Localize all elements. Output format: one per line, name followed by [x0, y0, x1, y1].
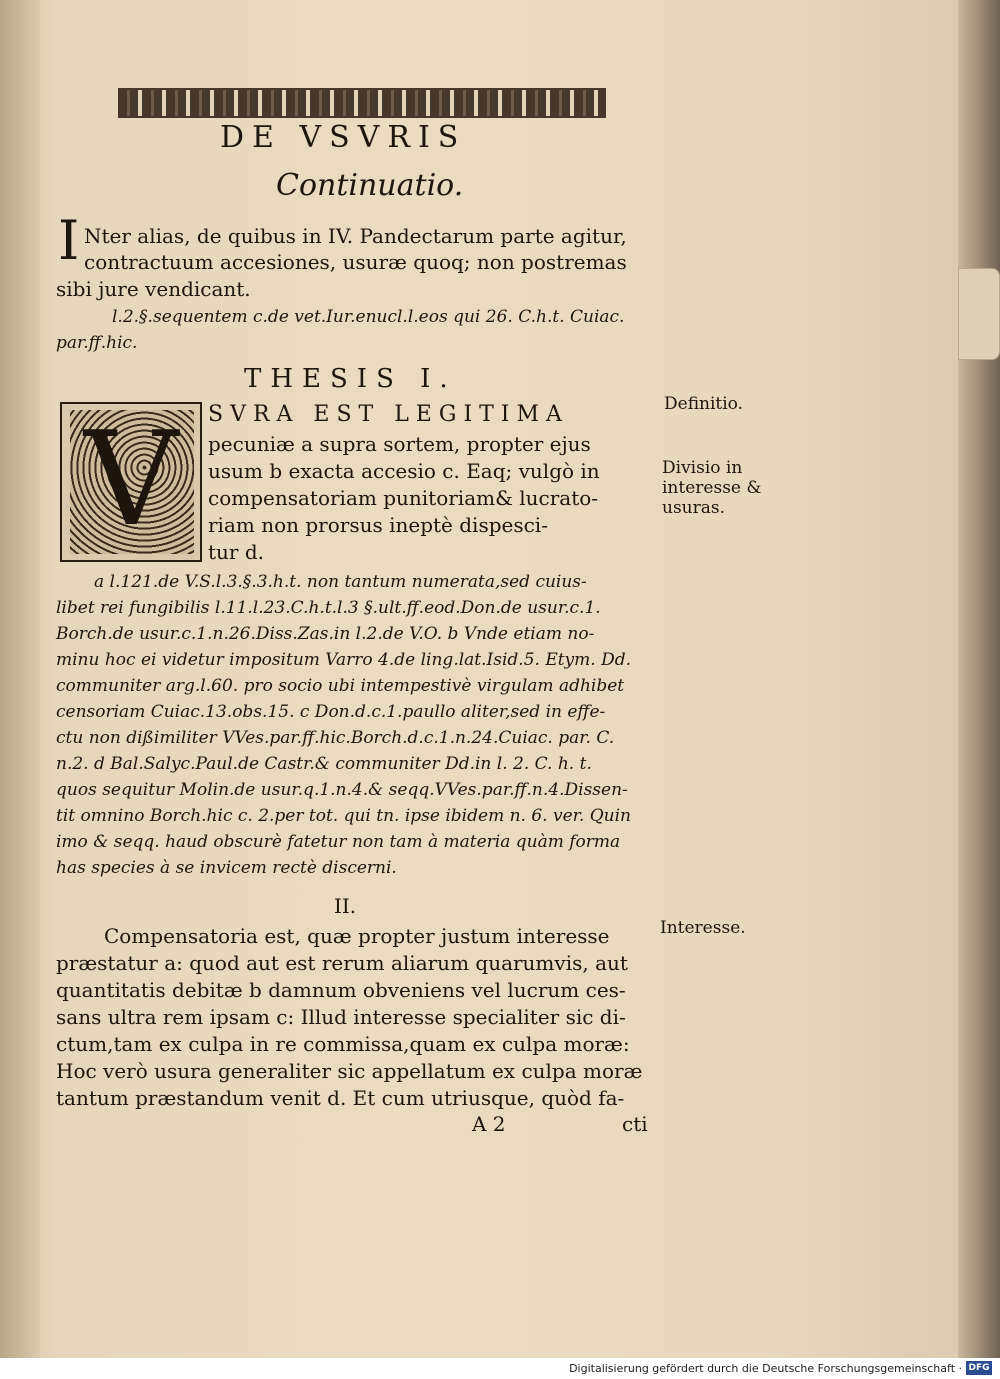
thesis-heading: THESIS I. — [244, 364, 457, 394]
dfg-logo: DFG — [966, 1361, 992, 1375]
drop-initial-i: I — [58, 209, 80, 272]
thesis-first-line: SVRA EST LEGITIMA — [208, 402, 569, 427]
thesis-line: riam non prorsus ineptè dispesci- — [208, 513, 548, 537]
thesis-line: compensatoriam punitoriam& lucrato- — [208, 486, 599, 510]
page-gutter — [0, 0, 40, 1358]
footnote-line: n.2. d Bal.Salyc.Paul.de Castr.& communiter Dd.in l. 2. C. h. t. — [56, 754, 592, 774]
intro-note-line: par.ff.hic. — [56, 333, 138, 353]
intro-line: Nter alias, de quibus in IV. Pandectarum parte agitur, — [84, 224, 627, 248]
footnote-line: quos sequitur Molin.de usur.q.1.n.4.& seqq.VVes.par.ff.n.4.Dissen- — [56, 780, 628, 800]
book-clasp-tab — [958, 268, 1000, 360]
margin-note: interesse & — [662, 478, 762, 498]
intro-line: sibi jure vendicant. — [56, 277, 251, 301]
footnote-line: tit omnino Borch.hic c. 2.per tot. qui tn. ipse ibidem n. 6. ver. Quin — [56, 806, 631, 826]
book-edge — [958, 0, 1000, 1358]
signature-mark: A 2 — [472, 1112, 506, 1136]
catchword: cti — [622, 1112, 648, 1136]
footnote-line: minu hoc ei videtur impositum Varro 4.de ling.lat.Isid.5. Etym. Dd. — [56, 650, 632, 670]
margin-note: Divisio in — [662, 458, 743, 478]
thesis-line: ctum,tam ex culpa in re commissa,quam ex culpa moræ: — [56, 1032, 630, 1056]
footnote-line: libet rei fungibilis l.11.l.23.C.h.t.l.3 §.ult.ff.eod.Don.de usur.c.1. — [56, 598, 601, 618]
thesis-line: Hoc verò usura generaliter sic appellatum ex culpa moræ — [56, 1059, 643, 1083]
footnote-line: imo & seqq. haud obscurè fatetur non tam à materia quàm forma — [56, 832, 621, 852]
footnote-line: censoriam Cuiac.13.obs.15. c Don.d.c.1.paullo aliter,sed in effe- — [56, 702, 606, 722]
thesis-line: tantum præstandum venit d. Et cum utriusque, quòd fa- — [56, 1086, 625, 1110]
page-title: DE VSVRIS — [220, 120, 467, 155]
footnote-line: communiter arg.l.60. pro socio ubi intempestivè virgulam adhibet — [56, 676, 625, 696]
intro-note-line: l.2.§.sequentem c.de vet.Iur.enucl.l.eos qui 26. C.h.t. Cuiac. — [112, 307, 625, 327]
thesis-line: usum b exacta accesio c. Eaq; vulgò in — [208, 459, 600, 483]
header-ornament — [118, 88, 606, 118]
intro-line: contractuum accesiones, usuræ quoq; non postremas — [84, 250, 627, 274]
thesis-line: pecuniæ a supra sortem, propter ejus — [208, 432, 591, 456]
decorated-initial-v — [60, 402, 202, 562]
thesis-line: quantitatis debitæ b damnum obveniens vel lucrum ces- — [56, 978, 626, 1002]
footnote-line: Borch.de usur.c.1.n.26.Diss.Zas.in l.2.de V.O. b Vnde etiam no- — [56, 624, 595, 644]
footnote-line: a l.121.de V.S.l.3.§.3.h.t. non tantum numerata,sed cuius- — [94, 572, 587, 592]
margin-note: Interesse. — [660, 918, 746, 938]
margin-note: usuras. — [662, 498, 726, 518]
page-subtitle: Continuatio. — [276, 168, 464, 203]
margin-note: Definitio. — [664, 394, 744, 414]
thesis-line: sans ultra rem ipsam c: Illud interesse specialiter sic di- — [56, 1005, 626, 1029]
decorated-initial-letter: V — [84, 403, 178, 555]
footnote-line: has species à se invicem rectè discerni. — [56, 858, 397, 878]
footnote-line: ctu non dißimiliter VVes.par.ff.hic.Borch.d.c.1.n.24.Cuiac. par. C. — [56, 728, 615, 748]
footer-text: Digitalisierung gefördert durch die Deutsche Forschungsgemeinschaft · — [569, 1362, 962, 1375]
thesis-heading: II. — [334, 894, 357, 918]
digitization-footer — [0, 1358, 1000, 1379]
thesis-line: præstatur a: quod aut est rerum aliarum quarumvis, aut — [56, 951, 628, 975]
thesis-line: tur d. — [208, 540, 264, 564]
thesis-line: Compensatoria est, quæ propter justum interesse — [104, 924, 610, 948]
